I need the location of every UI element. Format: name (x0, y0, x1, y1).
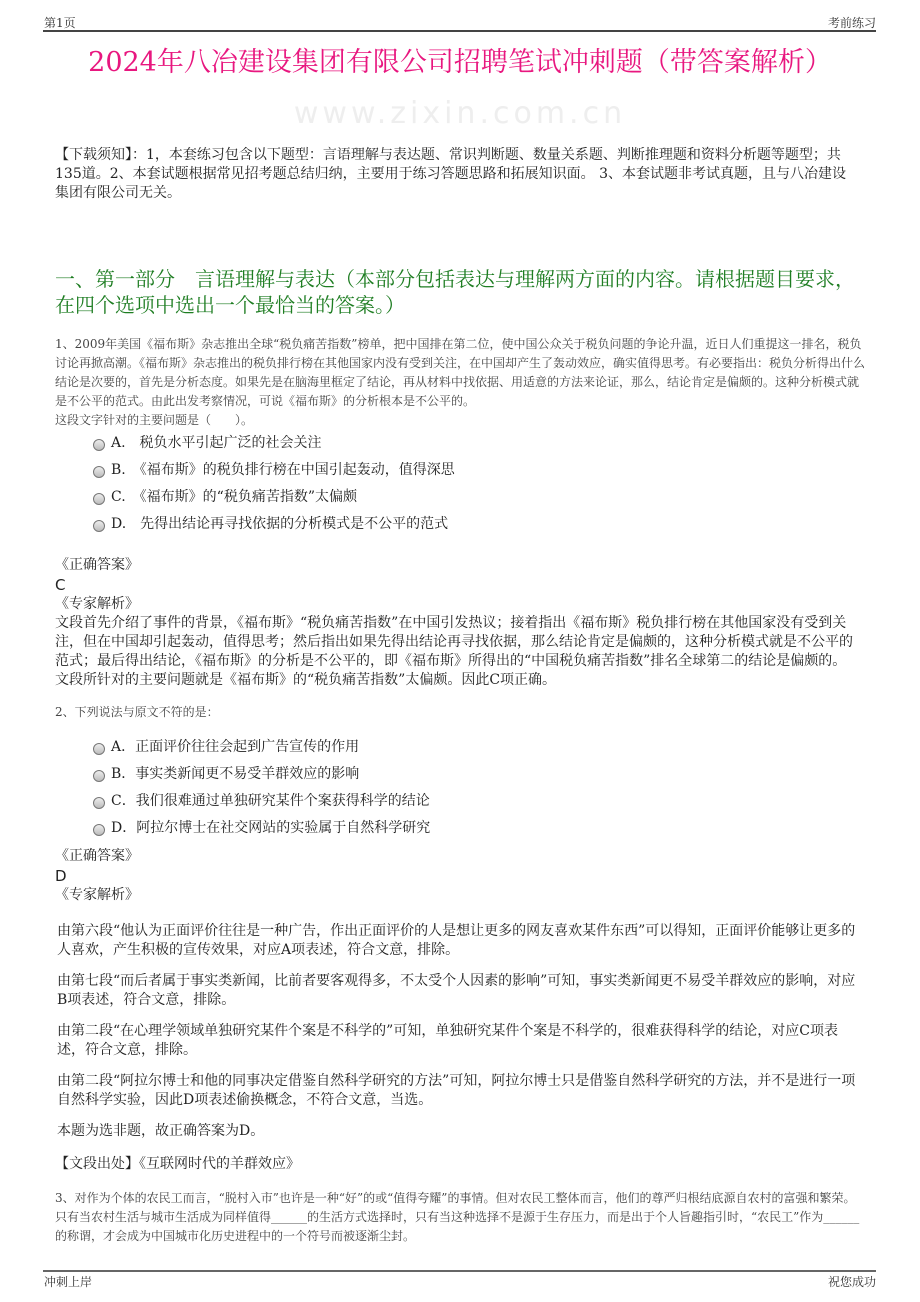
radio-icon[interactable] (93, 770, 105, 782)
answer-label: 《正确答案》 (55, 557, 139, 573)
option-label: B．事实类新闻更不易受羊群效应的影响 (111, 766, 360, 782)
source-citation: 【文段出处】《互联网时代的羊群效应》 (55, 1156, 300, 1172)
option-label: B. 《福布斯》的税负排行榜在中国引起轰动，值得深思 (111, 462, 455, 478)
answer-value: D (55, 867, 67, 885)
question-1-prompt: 这段文字针对的主要问题是（ ）。 (55, 413, 254, 427)
q1-option-b[interactable] (93, 460, 865, 487)
footer-left: 冲刺上岸 (44, 1275, 93, 1289)
option-label: D. 先得出结论再寻找依据的分析模式是不公平的范式 (111, 516, 449, 532)
q2-option-a[interactable] (93, 737, 865, 764)
option-label: C. 《福布斯》的“税负痛苦指数”太偏颇 (111, 489, 357, 505)
footer-right: 祝您成功 (827, 1275, 876, 1289)
analysis-paragraph: 由第二段“在心理学领域单独研究某件个案是不科学的”可知，单独研究某件个案是不科学的，很难获得科学的结论，对应C项表述，符合文意，排除。 (57, 1023, 839, 1058)
analysis-paragraph: 由第二段“阿拉尔博士和他的同事决定借鉴自然科学研究的方法”可知，阿拉尔博士只是借鉴自然科学研究的方法，并不是进行一项自然科学实验，因此D项表述偷换概念，不符合文意，当选。 (57, 1073, 856, 1108)
analysis-paragraph: 由第六段“他认为正面评价往往是一种广告，作出正面评价的人是想让更多的网友喜欢某件东西”可以得知，正面评价能够让更多的人喜欢，产生积极的宣传效果，对应A项表述，符合文意，排除。 (57, 923, 856, 958)
radio-icon[interactable] (93, 439, 105, 451)
q1-option-c[interactable] (93, 487, 865, 514)
q2-options (55, 737, 865, 845)
radio-icon[interactable] (93, 797, 105, 809)
analysis-paragraph: 由第七段“而后者属于事实类新闻，比前者要客观得多，不太受个人因素的影响”可知，事实类新闻更不易受羊群效应的影响，对应B项表述，符合文意，排除。 (57, 973, 856, 1008)
radio-icon[interactable] (93, 493, 105, 505)
document-body (55, 146, 865, 1246)
analysis-paragraph: 本题为选非题，故正确答案为D。 (57, 1123, 265, 1139)
question-2-stem: 2、下列说法与原文不符的是： (55, 705, 219, 719)
q1-options (55, 433, 865, 541)
answer-value: C (55, 576, 66, 594)
q1-option-a[interactable] (93, 433, 865, 460)
option-label: A．正面评价往往会起到广告宣传的作用 (111, 739, 360, 755)
q1-option-d[interactable] (93, 514, 865, 541)
q2-option-c[interactable] (93, 791, 865, 818)
analysis-label: 《专家解析》 (55, 887, 139, 903)
header-right: 考前练习 (827, 16, 876, 30)
analysis-text: 文段首先介绍了事件的背景，《福布斯》“税负痛苦指数”在中国引发热议；接着指出《福布斯》税负排行榜在其他国家没有受到关注，但在中国却引起轰动，值得思考；然后指出如果先得出结论再寻找依据，那么结论肯定是偏颇的，这种分析模式就是不公平的范式；最后得出结论，《福布斯》的分析是不公平的，即《福布斯》所得出的“中国税负痛苦指数”排名全球第二的结论是偏颇的。文段所针对的主要问题就是《福布斯》的“税负痛苦指数”太偏颇。因此C项正确。 (55, 615, 853, 688)
option-label: D．阿拉尔博士在社交网站的实验属于自然科学研究 (111, 820, 431, 836)
radio-icon[interactable] (93, 466, 105, 478)
option-label: A. 税负水平引起广泛的社会关注 (111, 435, 322, 451)
header-rule (43, 30, 876, 32)
download-notice: 【下载须知】：1，本套练习包含以下题型：言语理解与表达题、常识判断题、数量关系题、判断推理题和资料分析题等题型；共135道。2、本套试题根据常见招考题总结归纳，主要用于练习答题思路和拓展知识面。 3、本套试题非考试真题，且与八冶建设集团有限公司无关。 (55, 147, 846, 201)
question-3-stem: 3、对作为个体的农民工而言，“脱村入市”也许是一种“好”的或“值得夸耀”的事情。但对农民工整体而言，他们的尊严归根结底源自农村的富强和繁荣。只有当农村生活与城市生活成为同样值得______的生活方式选择时，只有当这种选择不是源于生存压力，而是出于个人旨趣指引时，“农民工”作为______的称谓，才会成为中国城市化历史进程中的一个符号而被逐渐尘封。 (55, 1191, 860, 1243)
watermark: www.zixin.com.cn (293, 96, 627, 131)
radio-icon[interactable] (93, 824, 105, 836)
question-1-stem: 1、2009年美国《福布斯》杂志推出全球“税负痛苦指数”榜单，把中国排在第二位，使中国公众关于税负问题的争论升温，近日人们重提这一排名，税负讨论再掀高潮。《福布斯》杂志推出的税负排行榜在其他国家内没有受到关注，在中国却产生了轰动效应，确实值得思考。有必要指出：税负分析得出什么结论是次要的，首先是分析态度。如果先是在脑海里框定了结论，再从材料中找依据、用适意的方法来论证，那么，结论肯定是偏颇的。这种分析模式就是不公平的范式。由此出发考察情况，可说《福布斯》的分析根本是不公平的。 (55, 337, 866, 408)
analysis-label: 《专家解析》 (55, 596, 139, 612)
document-title: 2024年八冶建设集团有限公司招聘笔试冲刺题（带答案解析） (88, 47, 832, 78)
radio-icon[interactable] (93, 743, 105, 755)
radio-icon[interactable] (93, 520, 105, 532)
section-heading: 一、第一部分 言语理解与表达（本部分包括表达与理解两方面的内容。请根据题目要求，在四个选项中选出一个最恰当的答案。） (55, 267, 855, 317)
q2-option-d[interactable] (93, 818, 865, 845)
answer-label: 《正确答案》 (55, 848, 139, 864)
q2-option-b[interactable] (93, 764, 865, 791)
footer-rule (43, 1270, 876, 1272)
option-label: C．我们很难通过单独研究某件个案获得科学的结论 (111, 793, 430, 809)
page-number: 第1页 (44, 16, 76, 30)
